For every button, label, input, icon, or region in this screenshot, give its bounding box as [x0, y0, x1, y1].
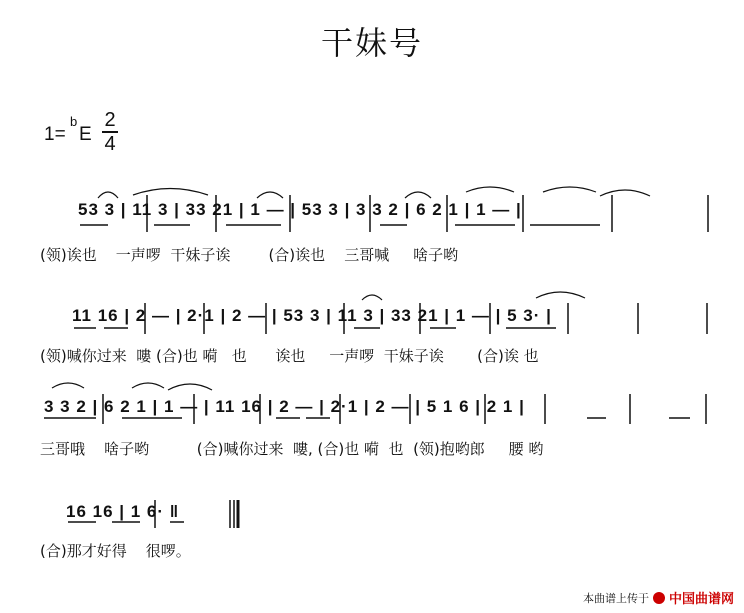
lyrics-line-4: (合)那才好得 很啰。	[40, 542, 191, 560]
key-label: 1=	[44, 124, 66, 145]
notes-line-4: 16 16 | 1 6· ‖	[66, 502, 180, 521]
song-title: 干妹号	[320, 24, 423, 62]
site-logo-icon	[653, 592, 665, 604]
notes-line-2: 11 16 | 2 — | 2·1 | 2 — | 53 3 | 11 3 | 33 21 | 1 — | 5 3· |	[72, 306, 552, 325]
footer-text: 本曲谱上传于	[582, 591, 649, 605]
notes-line-1: 53 3 | 11 3 | 33 21 | 1 — | 53 3 | 3 3 2 | 6 2 1 | 1 — |	[78, 200, 522, 219]
lyrics-line-3: 三哥哦 啥子哟 (合)喊你过来 嘍, (合)也 嗬 也 (领)抱哟郎 腰 哟	[40, 440, 544, 458]
time-bottom: 4	[104, 133, 116, 155]
time-top: 2	[104, 109, 116, 131]
lyrics-line-1: (领)诶也 一声啰 干妹子诶 (合)诶也 三哥喊 啥子哟	[40, 246, 459, 264]
footer	[583, 588, 734, 607]
flat-sign: b	[70, 114, 78, 129]
site-logo[interactable]: 中国曲谱网	[668, 592, 734, 607]
lyrics-line-2: (领)喊你过来 嘍 (合)也 嗬 也 诶也 一声啰 干妹子诶 (合)诶 也	[40, 347, 539, 365]
key-note: E	[79, 124, 92, 145]
notes-line-3: 3 3 2 | 6 2 1 | 1 — | 11 16 | 2 — | 2·1 | 2 — | 5 1 6 | 2 1 |	[44, 397, 525, 416]
